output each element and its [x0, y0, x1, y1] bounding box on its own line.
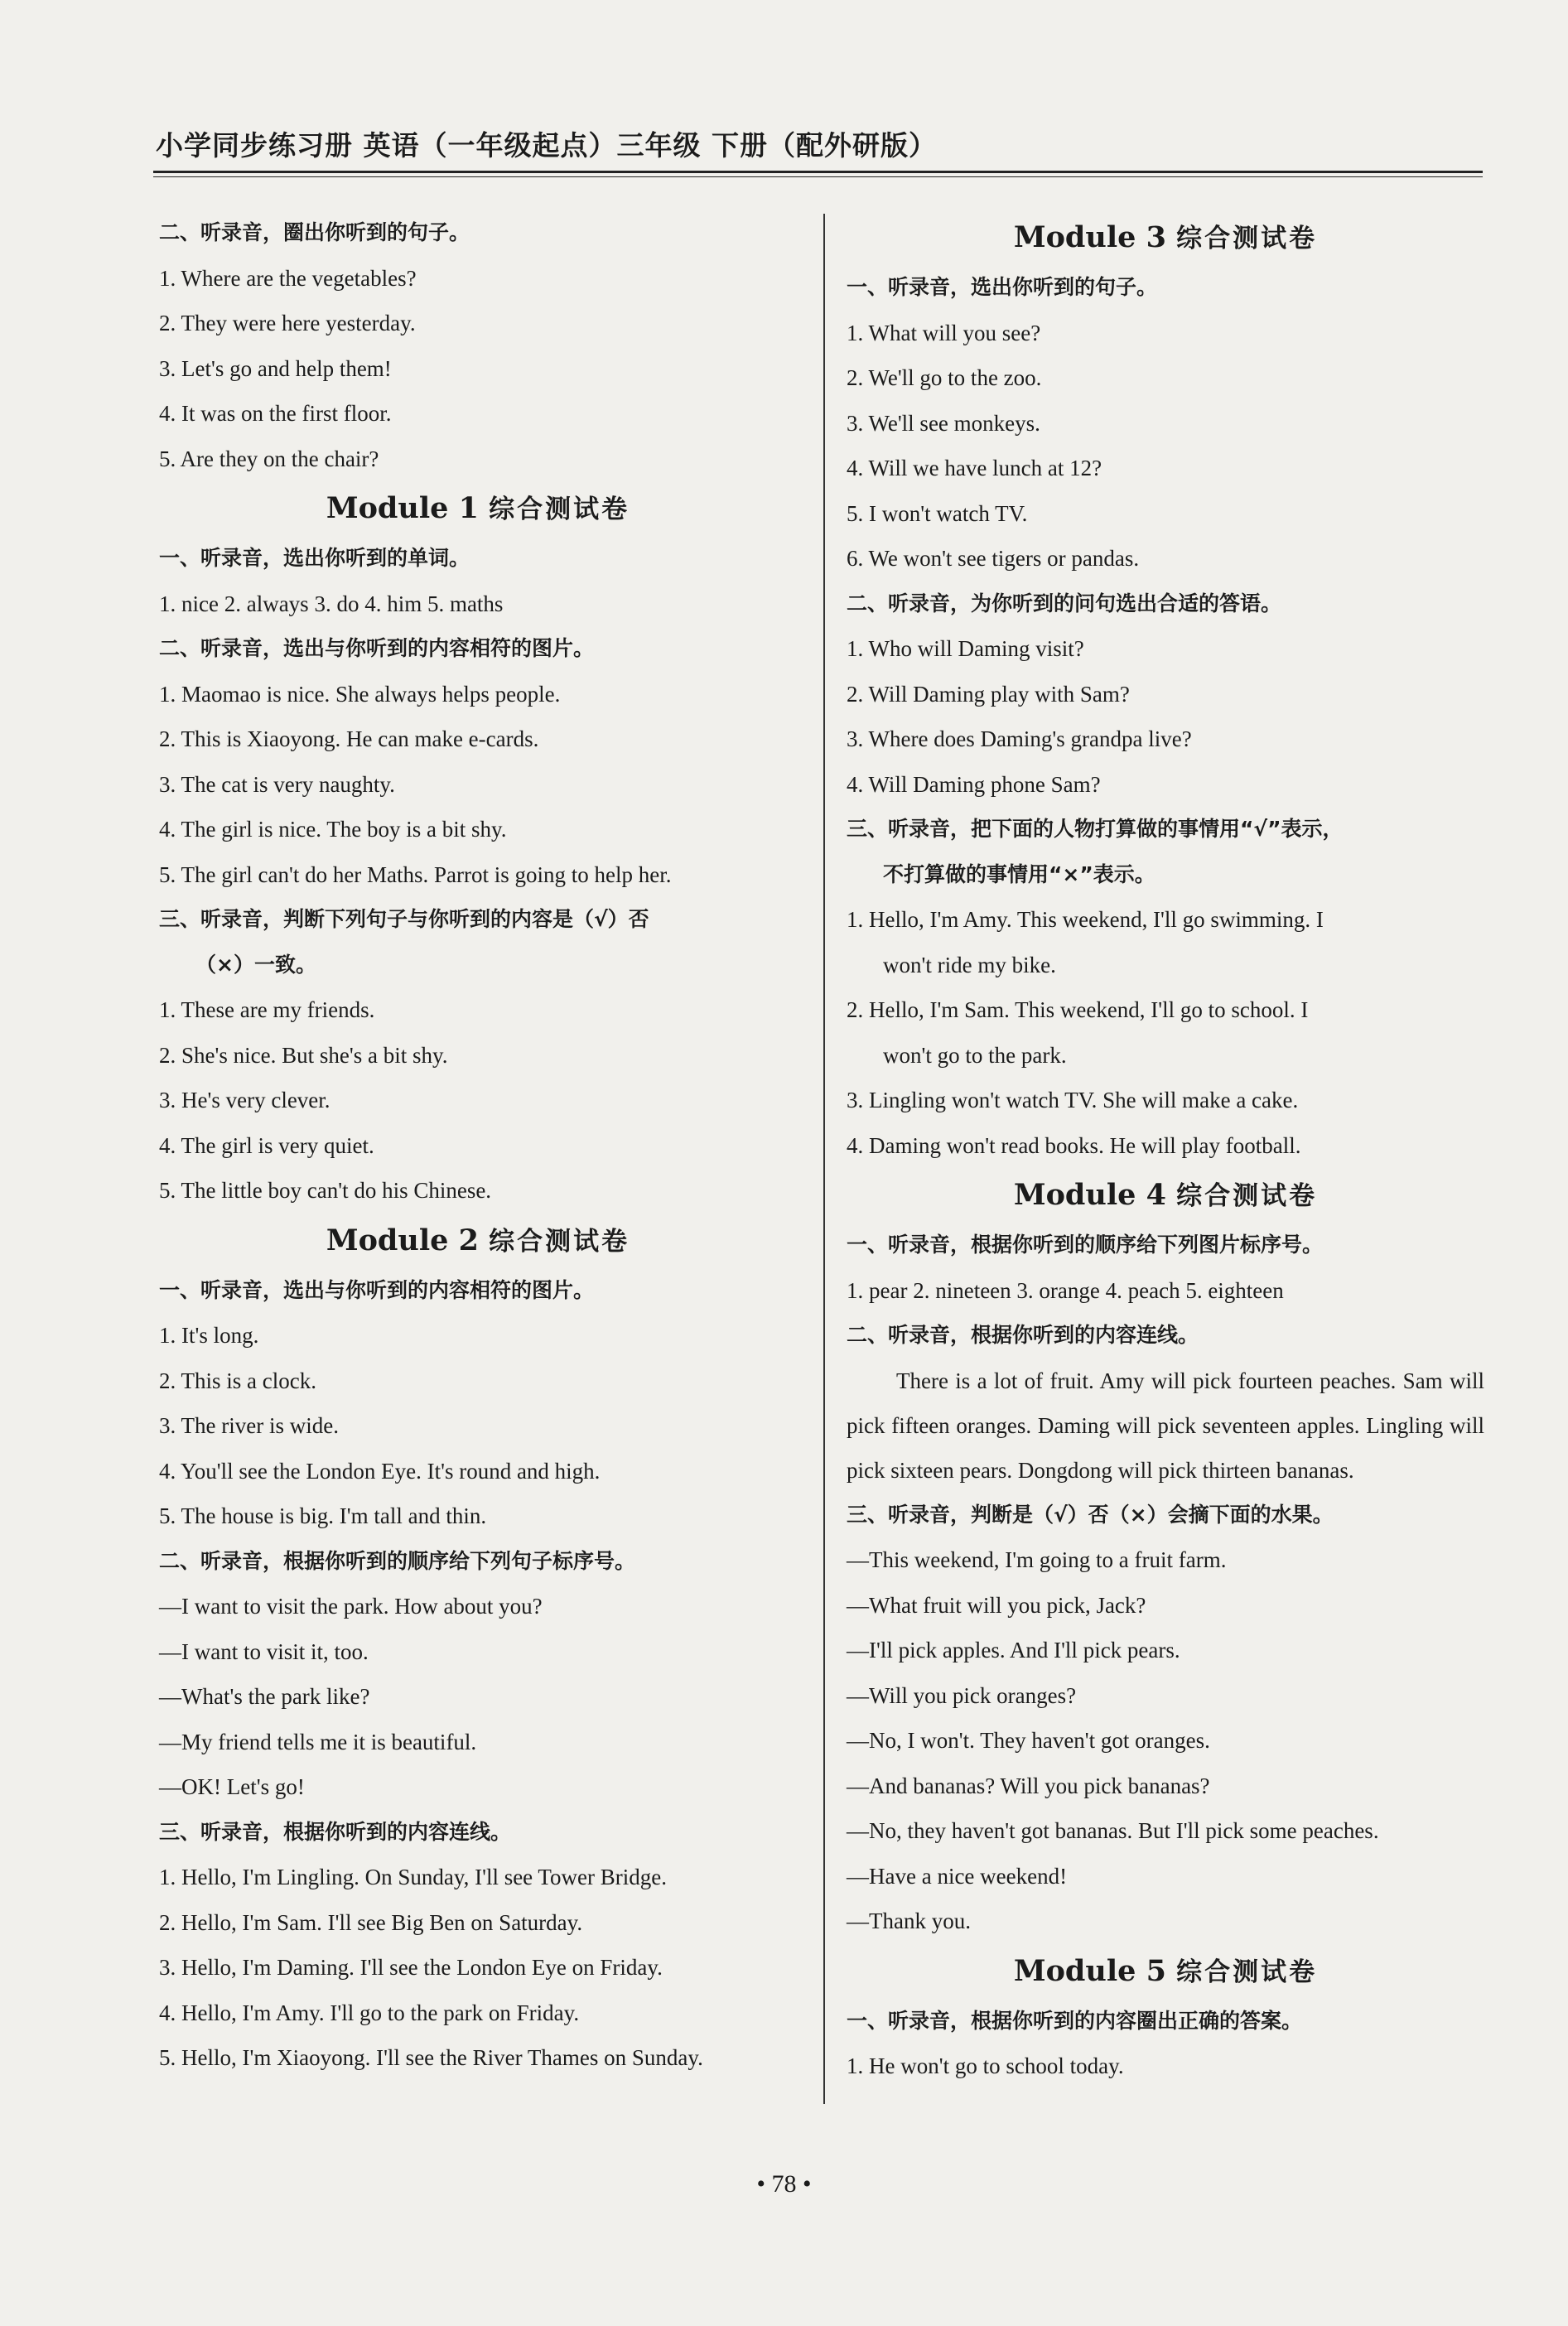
module-title	[847, 1944, 1484, 1999]
text-line: 5. Hello, I'm Xiaoyong. I'll see the River Thames on Sunday.	[159, 2045, 703, 2070]
section-heading: 一、听录音，根据你听到的顺序给下列图片标序号。	[847, 1233, 1324, 1257]
module-title	[159, 1214, 797, 1268]
section-heading-continued: 不打算做的事情用“×”表示。	[883, 861, 1155, 886]
section-heading: 二、听录音，根据你听到的内容连线。	[847, 1323, 1199, 1347]
text-line: 3. We'll see monkeys.	[847, 410, 1040, 436]
section-heading: 二、听录音，为你听到的问句选出合适的答语。	[847, 591, 1282, 615]
column-divider	[823, 214, 825, 2104]
text-line: —What fruit will you pick, Jack?	[847, 1592, 1146, 1618]
text-line: 5. Are they on the chair?	[159, 446, 379, 471]
module-title-zh: 综合测试卷	[489, 1226, 630, 1257]
text-line: 5. I won't watch TV.	[847, 500, 1028, 526]
paragraph-text: There is a lot of fruit. Amy will pick fourteen peaches. Sam will pick fifteen oranges. Daming will pick seventeen apples. Lingling will pick sixteen pears. Dongdong will pick thirteen bananas.	[847, 1368, 1484, 1483]
section-heading: 一、听录音，选出你听到的句子。	[847, 275, 1158, 299]
header-rule-thin	[153, 176, 1483, 177]
text-line: —Thank you.	[847, 1909, 971, 1933]
text-line: 3. Hello, I'm Daming. I'll see the London Eye on Friday.	[159, 1955, 663, 1980]
text-line: —I want to visit the park. How about you?	[159, 1594, 543, 1619]
module-title	[847, 210, 1484, 265]
text-line: 1. These are my friends.	[159, 997, 375, 1022]
text-line: —No, I won't. They haven't got oranges.	[847, 1728, 1210, 1753]
section-heading: 二、听录音，选出与你听到的内容相符的图片。	[159, 636, 595, 660]
section-heading: 一、听录音，选出你听到的单词。	[159, 546, 470, 570]
section-heading: 二、听录音，根据你听到的顺序给下列句子标序号。	[159, 1548, 636, 1573]
text-line: 5. The house is big. I'm tall and thin.	[159, 1503, 487, 1528]
text-line: —I'll pick apples. And I'll pick pears.	[847, 1638, 1180, 1662]
section-heading: 三、听录音，根据你听到的内容连线。	[159, 1819, 512, 1844]
module-title-zh: 综合测试卷	[1176, 1181, 1318, 1211]
section-heading: 三、听录音，把下面的人物打算做的事情用“√”表示，	[847, 817, 1344, 841]
text-line: 4. The girl is nice. The boy is a bit shy.	[159, 817, 507, 842]
text-line: 3. Let's go and help them!	[159, 355, 392, 381]
text-line: 1. Maomao is nice. She always helps people.	[159, 681, 561, 707]
text-line: 4. It was on the first floor.	[159, 401, 392, 426]
text-line: 2. Hello, I'm Sam. This weekend, I'll go to school. I	[847, 997, 1309, 1022]
text-line: 3. Lingling won't watch TV. She will make a cake.	[847, 1088, 1299, 1112]
module-title-zh: 综合测试卷	[1176, 1957, 1318, 1987]
text-line: 3. The cat is very naughty.	[159, 771, 395, 797]
text-line: 6. We won't see tigers or pandas.	[847, 546, 1140, 571]
section-heading-continued: （×）一致。	[195, 952, 316, 977]
text-line: 4. The girl is very quiet.	[159, 1132, 374, 1158]
text-line: 5. The girl can't do her Maths. Parrot is going to help her.	[159, 861, 672, 887]
text-line: —What's the park like?	[159, 1684, 370, 1709]
text-line: 2. They were here yesterday.	[159, 311, 416, 335]
section-heading: 一、听录音，根据你听到的内容圈出正确的答案。	[847, 2008, 1303, 2033]
text-line: 4. Will we have lunch at 12?	[847, 456, 1102, 480]
text-line: 1. pear 2. nineteen 3. orange 4. peach 5. eighteen	[847, 1277, 1284, 1303]
module-title-en: Module 3	[1013, 220, 1166, 254]
text-line-continued: won't go to the park.	[883, 1042, 1067, 1068]
module-title	[847, 1168, 1484, 1223]
module-title-en: Module 5	[1013, 1953, 1166, 1988]
section-heading: 三、听录音，判断是（√）否（×）会摘下面的水果。	[847, 1502, 1334, 1527]
text-line: 1. It's long.	[159, 1323, 259, 1348]
text-line: 2. We'll go to the zoo.	[847, 365, 1042, 390]
section-heading: 二、听录音，圈出你听到的句子。	[159, 220, 470, 244]
text-line: 2. This is Xiaoyong. He can make e-cards.	[159, 726, 539, 751]
text-line: 3. The river is wide.	[159, 1413, 339, 1438]
text-line-continued: won't ride my bike.	[883, 952, 1056, 977]
text-line: —Will you pick oranges?	[847, 1682, 1077, 1708]
paragraph	[847, 1358, 1484, 1493]
text-line: 1. Hello, I'm Amy. This weekend, I'll go swimming. I	[847, 907, 1324, 932]
page-header: 小学同步练习册 英语（一年级起点）三年级 下册（配外研版）	[156, 129, 937, 162]
module-title-en: Module 1	[326, 491, 479, 525]
section-heading: 一、听录音，选出与你听到的内容相符的图片。	[159, 1277, 595, 1302]
text-line: —OK! Let's go!	[159, 1774, 305, 1799]
left-column	[159, 210, 797, 2081]
section-heading: 三、听录音，判断下列句子与你听到的内容是（√）否	[159, 907, 649, 931]
right-column	[847, 210, 1484, 2089]
text-line: —This weekend, I'm going to a fruit farm.	[847, 1547, 1227, 1572]
module-title-zh: 综合测试卷	[489, 495, 630, 524]
text-line: 1. Where are the vegetables?	[159, 265, 417, 291]
text-line: 1. Who will Daming visit?	[847, 636, 1084, 661]
module-title	[159, 481, 797, 536]
page-number: • 78 •	[756, 2170, 812, 2198]
text-line: —Have a nice weekend!	[847, 1863, 1068, 1889]
text-line: 2. This is a clock.	[159, 1368, 316, 1393]
module-title-en: Module 4	[1013, 1178, 1166, 1212]
module-title-zh: 综合测试卷	[1176, 224, 1318, 253]
text-line: —My friend tells me it is beautiful.	[159, 1729, 477, 1754]
text-line: 4. Will Daming phone Sam?	[847, 771, 1101, 797]
text-line: 1. Hello, I'm Lingling. On Sunday, I'll see Tower Bridge.	[159, 1865, 667, 1889]
module-title-en: Module 2	[326, 1223, 479, 1257]
text-line: 1. He won't go to school today.	[847, 2053, 1124, 2078]
text-line: 4. You'll see the London Eye. It's round and high.	[159, 1458, 601, 1484]
text-line: —And bananas? Will you pick bananas?	[847, 1773, 1210, 1798]
text-line: 4. Hello, I'm Amy. I'll go to the park on Friday.	[159, 2000, 580, 2025]
text-line: —No, they haven't got bananas. But I'll pick some peaches.	[847, 1818, 1379, 1843]
text-line: 1. nice 2. always 3. do 4. him 5. maths	[159, 591, 504, 616]
text-line: 2. She's nice. But she's a bit shy.	[159, 1042, 448, 1068]
text-line: 3. He's very clever.	[159, 1088, 330, 1112]
text-line: 5. The little boy can't do his Chinese.	[159, 1178, 492, 1203]
text-line: 3. Where does Daming's grandpa live?	[847, 726, 1192, 751]
header-rule	[153, 171, 1483, 173]
text-line: 2. Hello, I'm Sam. I'll see Big Ben on Saturday.	[159, 1909, 583, 1935]
text-line: 1. What will you see?	[847, 320, 1041, 345]
text-line: 4. Daming won't read books. He will play football.	[847, 1132, 1301, 1158]
text-line: 2. Will Daming play with Sam?	[847, 681, 1130, 707]
text-line: —I want to visit it, too.	[159, 1638, 369, 1664]
